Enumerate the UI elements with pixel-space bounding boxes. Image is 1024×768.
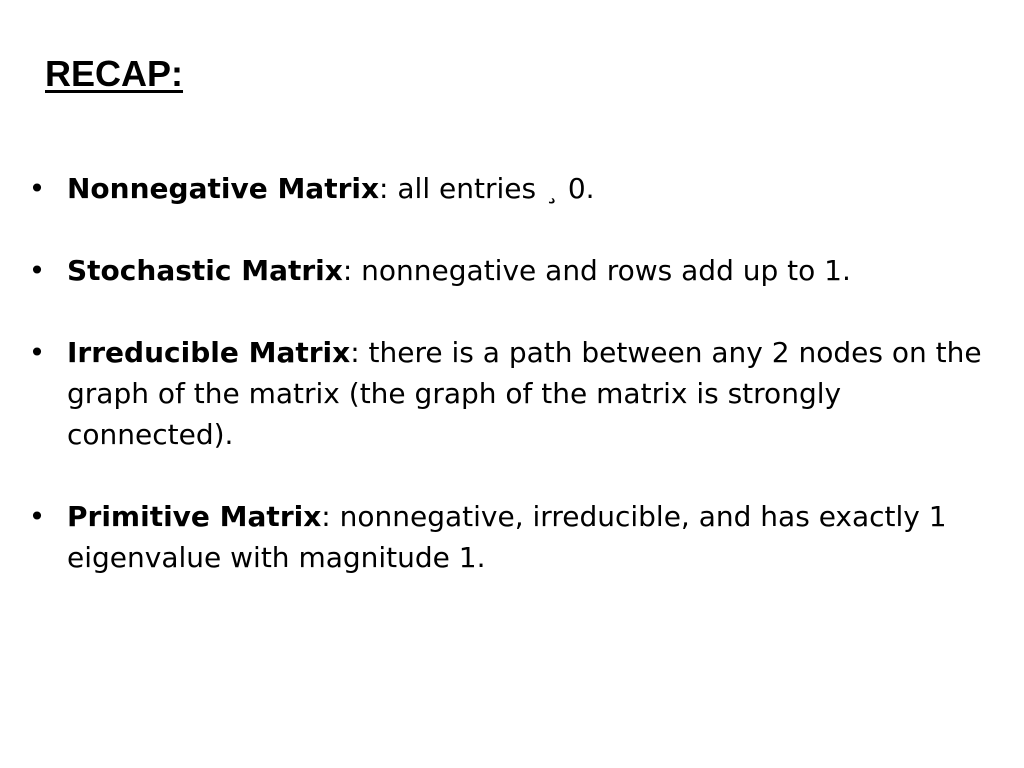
term-separator: : — [350, 336, 369, 369]
bullet-list — [27, 168, 992, 619]
bullet-item-primitive-matrix — [27, 496, 992, 578]
definition-text: nonnegative, irreducible, and has exactly 1 eigenvalue with magnitude 1. — [67, 500, 947, 574]
bullet-item-irreducible-matrix — [27, 332, 992, 455]
term-separator: : — [342, 254, 362, 287]
term-label: Nonnegative Matrix — [67, 172, 380, 205]
definition-text: there is a path between any 2 nodes on the graph of the matrix (the graph of the matrix is strongly connected). — [67, 336, 982, 451]
term-separator: : — [321, 500, 340, 533]
slide-title: RECAP: — [45, 53, 184, 94]
term-separator: : — [379, 172, 398, 205]
definition-text: all entries ¸ 0. — [397, 172, 595, 205]
bullet-point-icon: • — [28, 172, 46, 205]
bullet-item-stochastic-matrix — [27, 250, 992, 291]
term-label: Irreducible Matrix — [67, 336, 351, 369]
bullet-point-icon: • — [28, 500, 46, 533]
bullet-point-icon: • — [28, 254, 46, 287]
bullet-item-nonnegative-matrix — [27, 168, 992, 209]
term-label: Stochastic Matrix — [67, 254, 343, 287]
bullet-point-icon: • — [28, 336, 46, 369]
definition-text: nonnegative and rows add up to 1. — [361, 254, 851, 287]
term-label: Primitive Matrix — [67, 500, 322, 533]
